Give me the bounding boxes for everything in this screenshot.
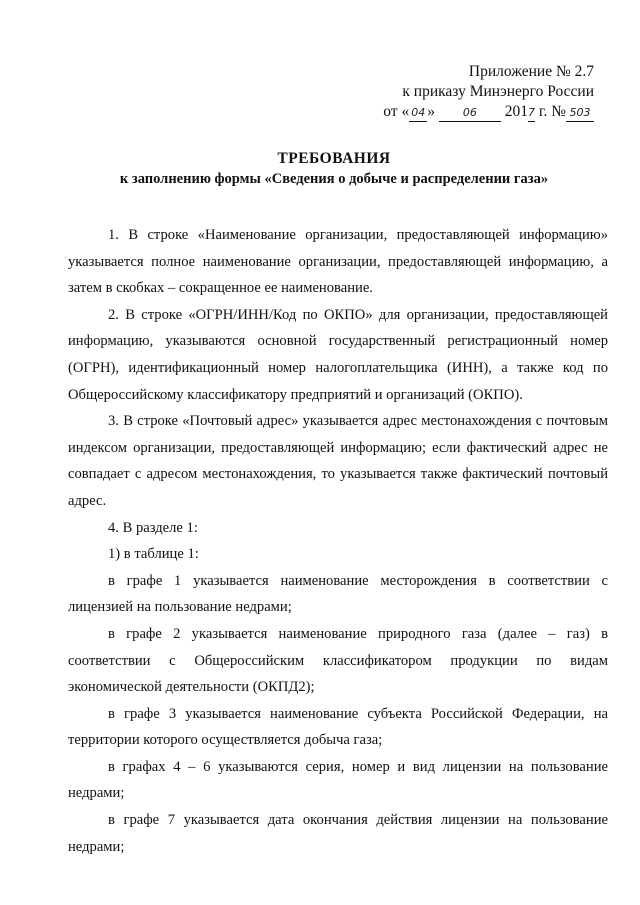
paragraph-3: 3. В строке «Почтовый адрес» указывается адрес местонахождения с почтовым индексом организации, предоставляющей информацию; если фактический адрес не совпадает с адресом местонахождения, то указывается также фактический почтовый адрес. — [68, 413, 608, 509]
annex-year-prefix: 201 — [504, 103, 528, 120]
paragraph-5: 1) в таблице 1: — [108, 546, 199, 563]
annex-line-1: Приложение № 2.7 — [468, 63, 594, 80]
annex-block — [0, 62, 594, 122]
annex-number-handwritten: 503 — [566, 105, 594, 122]
annex-line-2: к приказу Минэнерго России — [402, 83, 594, 100]
annex-date-prefix: от « — [383, 103, 410, 120]
paragraph-2: 2. В строке «ОГРН/ИНН/Код по ОКПО» для организации, предоставляющей информацию, указываются основной государственный регистрационный номер (ОГРН), идентификационный номер налогоплательщика (ИНН), а также код по Общероссийскому классификатору предприятий и организаций (ОКПО). — [68, 306, 608, 403]
annex-month-handwritten: 06 — [439, 105, 501, 122]
annex-day-handwritten: 04 — [409, 105, 427, 122]
paragraph-10: в графе 7 указывается дата окончания действия лицензии на пользование недрами; — [68, 812, 608, 855]
document-subtitle: к заполнению формы «Сведения о добыче и распределении газа» — [119, 171, 549, 187]
annex-year-end: г. № — [534, 103, 566, 120]
paragraph-8: в графе 3 указывается наименование субъекта Российской Федерации, на территории которого осуществляется добыча газа; — [68, 705, 608, 749]
paragraph-4: 4. В разделе 1: — [108, 519, 198, 536]
annex-year-handwritten: 7 — [528, 105, 535, 122]
paragraph-7: в графе 2 указывается наименование природного газа (далее – газ) в соответствии с Общероссийским классификатором продукции по видам экономической деятельности (ОКПД2); — [68, 625, 608, 696]
document-body — [68, 222, 608, 860]
paragraph-9: в графах 4 – 6 указываются серия, номер и вид лицензии на пользование недрами; — [68, 758, 608, 802]
paragraph-6: в графе 1 указывается наименование месторождения в соответствии с лицензией на пользование недрами; — [68, 572, 608, 616]
annex-date-line — [0, 102, 594, 122]
paragraph-1: 1. В строке «Наименование организации, предоставляющей информацию» указывается полное наименование организации, предоставляющей информацию, а затем в скобках – сокращенное ее наименование. — [68, 227, 608, 297]
document-title: ТРЕБОВАНИЯ — [277, 150, 391, 167]
annex-date-mid: » — [427, 103, 435, 120]
